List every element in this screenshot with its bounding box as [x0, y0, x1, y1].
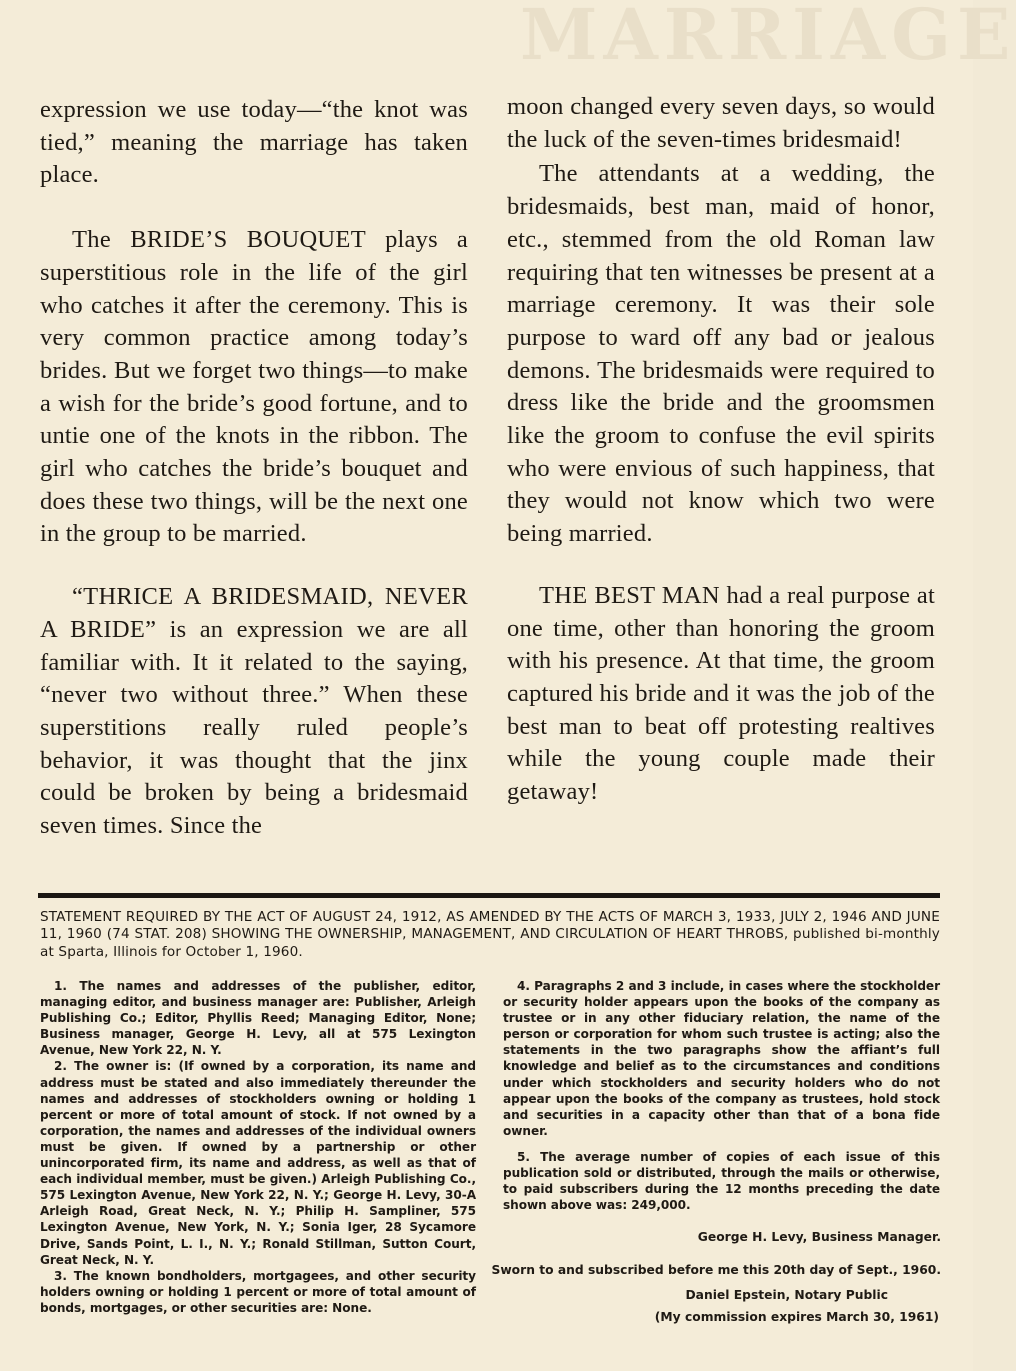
statement-item-4: 4. Paragraphs 2 and 3 include, in cases where the stockholder or security holder appears upon the books of the company as trustee or in any other fiduciary relation, the name of the person or corporation for whom such trustee is acting; also the statements in the two paragraphs show the affiant’s full knowledge and belief as to the circumstances and conditions under which stockholders and security holders who do not appear upon the books of the company as trustees, hold stock and securities in a capacity other than that of a bona fide owner. — [503, 979, 940, 1138]
statement-item-3: 3. The known bondholders, mortgagees, and other security holders owning or holding 1 percent or more of total amount of bonds, mortgages, or other securities are: None. — [40, 1268, 476, 1315]
sworn-line: Sworn to and subscribed before me this 20th day of Sept., 1960. — [491, 1263, 941, 1277]
statement-item-5: 5. The average number of copies of each issue of this publication sold or distributed, through the mails or otherwise, to paid subscribers during the 12 months preceding the date shown above was: 249,000. — [503, 1149, 940, 1213]
fine-print-right — [503, 978, 940, 1213]
statement-item-1: 1. The names and addresses of the publisher, editor, managing editor, and business manager are: Publisher, Arleigh Publishing Co.; Editor, Phyllis Reed; Managing Editor, None; Business manager, George H. Levy, all at 575 Lexington Avenue, New York 22, N. Y. — [40, 979, 476, 1058]
article-paragraph: expression we use today—“the knot was tied,” meaning the marriage has taken place. — [40, 96, 468, 189]
section-lead: “THRICE A BRIDESMAID, NEVER A BRIDE” — [40, 583, 468, 643]
paragraph-body: is an expression we are all familiar with. It it related to the saying, “never two without three.” When these superstitions really ruled people’s behavior, it was thought that the jinx could be broken by being a bridesmaid seven times. Since the — [40, 615, 469, 840]
statement-heading-text: STATEMENT REQUIRED BY THE ACT OF AUGUST 24, 1912, AS AMENDED BY THE ACTS OF MARCH 3, 1933, JULY 2, 1946 AND JUNE 11, 1960 (74 STAT. 208) SHOWING THE OWNERSHIP, MANAGEMENT, AND CIRCULATION OF HEART THROBS, — [40, 909, 940, 943]
fine-print-left — [40, 978, 476, 1316]
statement-item-2: 2. The owner is: (If owned by a corporation, its name and address must be stated and also immediately thereunder the names and addresses of stockholders owning or holding 1 percent or more of total amount of stock. If not owned by a corporation, the names and addresses of the individual owners must be given. If owned by a partnership or other unincorporated firm, its name and address, as well as that of each individual member, must be given.) Arleigh Publishing Co., 575 Lexington Avenue, New York 22, N. Y.; George H. Levy, 30-A Arleigh Road, Great Neck, N. Y.; Philip H. Sampliner, 575 Lexington Avenue, New York, N. Y.; Sonia Iger, 28 Sycamore Drive, Sands Point, L. I., N. Y.; Ronald Stillman, Sutton Court, Great Neck, N. Y. — [40, 1059, 476, 1267]
statement-heading-tail: published bi-monthly at Sparta, Illinois for October 1, 1960. — [40, 926, 940, 960]
faded-page-title: MARRIAGE — [520, 0, 1016, 76]
business-manager-signature: George H. Levy, Business Manager. — [697, 1230, 941, 1244]
section-lead: The BRIDE’S BOUQUET — [72, 226, 366, 254]
article-paragraph-best-man — [507, 580, 935, 809]
paragraph-body: plays a superstitious role in the life of the girl who catches it after the ceremony. This is very common practice among today’s brides. But we forget two things—to make a wish for the bride’s good fortune, and to untie one of the knots in the ribbon. The girl who catches the bride’s bouquet and does these two things, will be the next one in the group to be married. — [40, 226, 468, 548]
article-right-column — [507, 91, 935, 809]
section-divider — [38, 893, 940, 898]
article-paragraph-thrice — [40, 581, 468, 843]
commission-expiry: (My commission expires March 30, 1961) — [654, 1310, 939, 1324]
notary-name: Daniel Epstein, Notary Public — [685, 1288, 888, 1302]
section-lead: THE BEST MAN — [539, 581, 720, 609]
paragraph-body: had a real purpose at one time, other than honoring the groom with his presence. At that time, the groom captured his bride and it was the job of the best man to beat off protesting realtives while the young couple made their getaway! — [507, 581, 935, 806]
article-paragraph: moon changed every seven days, so would the luck of the seven-times bridesmaid! — [507, 93, 935, 153]
article-paragraph-bouquet — [40, 224, 468, 551]
ownership-statement-heading — [40, 909, 940, 961]
article-paragraph-attendants: The attendants at a wedding, the bridesmaids, best man, maid of honor, etc., stemmed from the old Roman law requiring that ten witnesses be present at a marriage ceremony. It was their sole purpose to ward off any bad or jealous demons. The bridesmaids were required to dress like the bride and the groomsmen like the groom to confuse the evil spirits who were envious of such happiness, that they would not know which two were being married. — [507, 160, 935, 548]
article-left-column — [40, 94, 468, 843]
